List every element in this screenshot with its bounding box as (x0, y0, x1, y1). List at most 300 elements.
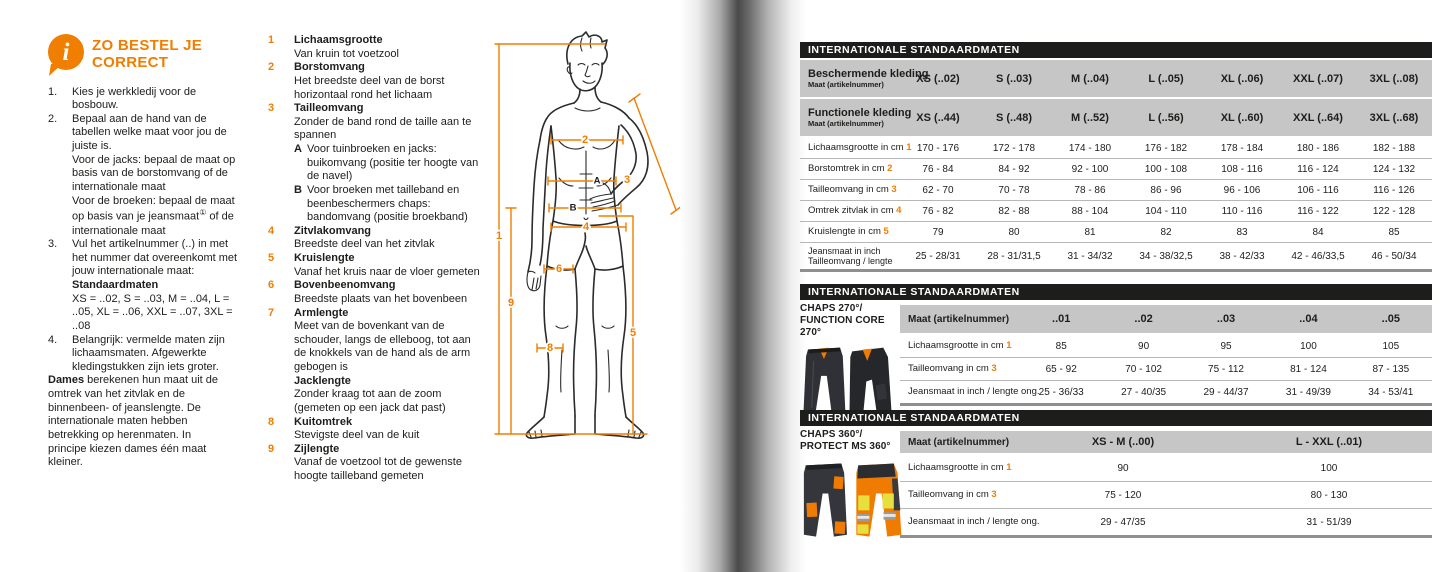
man-knees-shins (556, 326, 614, 392)
measure-number-ref: 3 (988, 488, 997, 500)
header-main-label: Maat (artikelnummer) (908, 436, 1010, 448)
size-column-header: XS (..02) (916, 72, 960, 85)
row-label (900, 490, 1020, 501)
size-column-header: XL (..60) (1220, 111, 1264, 124)
row-label-text (808, 141, 912, 154)
measure-title: Bovenbeenomvang (294, 279, 396, 292)
size-value: 76 - 82 (922, 205, 954, 217)
step-text-part: Voor de broeken: bepaal de maat op basis van je jeansmaat (72, 194, 235, 223)
yellow-knee-right (883, 493, 894, 508)
table-row (900, 481, 1432, 508)
measure-body (294, 34, 480, 61)
man-mouth (583, 81, 595, 83)
reflective-stripe-left (857, 516, 869, 519)
measure-desc: Zonder de band rond de taille aan te spannen (294, 115, 472, 142)
figure-label-5: 5 (629, 327, 637, 339)
size-value: 96 - 106 (1223, 184, 1261, 196)
figure-label-3: 3 (623, 174, 631, 186)
size-value: 31 - 51/39 (1306, 516, 1352, 528)
size-value: 182 - 188 (1372, 142, 1416, 154)
table-row (800, 179, 1432, 200)
measure-body (294, 443, 480, 484)
row-label-text (808, 185, 900, 196)
measure-desc: Breedste deel van het zitvlak (294, 238, 435, 251)
row-label-main: Jeansmaat in inch / lengte ong. (908, 385, 1040, 397)
step-text (72, 238, 244, 333)
size-column-header: ..05 (1381, 313, 1400, 325)
line-3-waist-a (548, 177, 616, 185)
size-value: 70 - 102 (1125, 363, 1162, 375)
size-column-header: XXL (..64) (1293, 111, 1343, 124)
size-value: 25 - 36/33 (1038, 386, 1084, 398)
table-body (900, 455, 1432, 538)
size-value: 85 (1055, 340, 1067, 352)
size-value: 25 - 28/31 (915, 250, 961, 262)
size-value: 88 - 104 (1071, 205, 1109, 217)
measure-body (294, 225, 480, 252)
size-value: 83 (1236, 226, 1248, 238)
man-face (570, 63, 602, 91)
size-column-header: S (..03) (995, 72, 1033, 85)
figure-label-a: A (593, 175, 601, 187)
chaps-360-image (800, 456, 908, 545)
sub-letter-b: B (294, 183, 302, 196)
ladies-note (48, 374, 232, 469)
size-value: 106 - 116 (1297, 184, 1339, 196)
step-paragraph: Bepaal aan de hand van de tabellen welke maat voor jou de juiste is. (72, 112, 227, 153)
orange-hip-patch (833, 476, 843, 489)
size-column-header: M (..04) (1071, 72, 1109, 85)
size-value: 85 (1388, 226, 1400, 238)
info-icon-glyph: i (62, 39, 70, 66)
measure-body (294, 102, 480, 225)
line-5-inseam (599, 216, 633, 434)
step-text (72, 113, 244, 238)
row-label-text (808, 246, 900, 256)
measure-item-6 (268, 279, 480, 306)
size-value: 124 - 132 (1372, 163, 1416, 175)
row-label-text (908, 385, 1040, 398)
size-value: 82 (1160, 226, 1172, 238)
table-header-label (800, 107, 912, 128)
measurement-figure (483, 28, 698, 473)
man-feet (526, 416, 643, 438)
measure-body (294, 307, 480, 416)
step-paragraph: Vul het artikelnummer (..) in met het nummer dat overeenkomt met jouw internationale maat: (72, 238, 238, 278)
size-value: 29 - 47/35 (1100, 516, 1146, 528)
table-header-row (900, 431, 1432, 453)
row-label (800, 185, 900, 196)
size-value: 76 - 84 (922, 163, 954, 175)
row-label (800, 246, 900, 267)
table-row (900, 508, 1432, 535)
size-value: 29 - 44/37 (1203, 386, 1249, 398)
ladies-note-text: berekenen hun maat uit de omtrek van het zitvlak en de binnenbeen- of jeanslengte. De internationale maten hebben betrekking op herenmaten. In principe kiezen dames één maat kleiner. (48, 374, 219, 469)
row-label-text (808, 206, 900, 217)
chaps-knee-panel (876, 383, 887, 400)
size-value: 79 (932, 226, 944, 238)
size-value: 27 - 40/35 (1121, 386, 1167, 398)
size-value: 70 - 78 (998, 184, 1030, 196)
table-row (900, 357, 1432, 380)
step-text (72, 334, 244, 375)
table-header-label (900, 437, 1020, 448)
measurement-definitions (268, 34, 480, 484)
size-value: 80 - 130 (1310, 489, 1348, 501)
page-title-line2: CORRECT (92, 53, 169, 71)
size-value: 81 - 124 (1290, 363, 1327, 375)
size-column-header: S (..48) (995, 111, 1033, 124)
product-column (800, 300, 900, 422)
measure-desc: Het breedste deel van de borst horizontaal rond het lichaam (294, 74, 445, 101)
sizes-mapping: XS = ..02, S = ..03, M = ..04, L = ..05, XL = ..06, XXL = ..07, 3XL = ..08 (72, 292, 233, 332)
row-label-text (808, 164, 900, 175)
measure-number-ref: 3 (988, 362, 997, 374)
table-content (800, 426, 1432, 545)
row-label-main: Borstomtrek in cm (808, 162, 885, 174)
measure-item-3 (268, 102, 480, 225)
orange-ankle-patch (834, 521, 845, 534)
hivis-dark-top (857, 463, 895, 478)
measure-item-1 (268, 34, 480, 61)
ladies-note-lead: Dames (48, 374, 85, 387)
row-label-text2: Tailleomvang / lengte (808, 256, 893, 266)
size-column-header: XXL (..07) (1293, 72, 1343, 85)
measure-number: 9 (268, 442, 275, 455)
product-name-line1: CHAPS 360°/ (800, 429, 863, 440)
table-grid (900, 426, 1432, 545)
measure-item-7 (268, 307, 480, 416)
row-label (800, 164, 900, 175)
size-value: 100 (1320, 462, 1338, 474)
page-title (92, 34, 202, 72)
measure-number-ref: 1 (903, 141, 912, 153)
table-body (800, 138, 1432, 272)
size-column-header: XL (..06) (1220, 72, 1264, 85)
table-row (800, 138, 1432, 158)
table-row (800, 158, 1432, 179)
size-value: 176 - 182 (1144, 142, 1188, 154)
measure-item-5 (268, 252, 480, 279)
man-eyes (578, 64, 599, 66)
measure-number-ref: 1 (1003, 461, 1012, 473)
sub-letter-a: A (294, 143, 302, 155)
measure-title: Zijlengte (294, 442, 340, 455)
size-value: 31 - 34/32 (1067, 250, 1113, 262)
measure-title: Tailleomvang (294, 102, 364, 115)
size-value: 28 - 31/31,5 (987, 250, 1041, 262)
size-table-standard (800, 42, 1432, 272)
man-left-arm (528, 126, 551, 272)
footnote-marker: ① (199, 208, 207, 218)
size-value: 78 - 86 (1074, 184, 1106, 196)
row-label (900, 341, 1020, 352)
yellow-knee-left (858, 495, 869, 510)
figure-label-9: 9 (507, 297, 515, 309)
sizes-heading: Standaardmaten (72, 279, 159, 291)
table-row (900, 380, 1432, 403)
man-neck (574, 87, 601, 103)
size-column-header: M (..52) (1071, 111, 1109, 124)
step-number: 4. (48, 333, 58, 346)
chaps-silhouette-front (803, 348, 845, 420)
measure-number: 7 (268, 306, 275, 319)
size-column-header: 3XL (..68) (1369, 111, 1419, 124)
figure-label-8: 8 (546, 342, 554, 354)
size-column-header: ..02 (1134, 313, 1153, 325)
product-name (800, 429, 900, 453)
step-paragraph: Kies je werkkledij voor de bosbouw. (72, 85, 197, 112)
table-header-rows (900, 431, 1432, 453)
man-left-hand (527, 271, 541, 290)
man-figure-svg (483, 28, 698, 473)
measure-number: 2 (268, 61, 275, 74)
page-title-line1: ZO BESTEL JE (92, 37, 203, 54)
size-value: 116 - 124 (1297, 163, 1339, 175)
measure-desc: Vanaf de voetzool tot de gewenste hoogte tailleband gemeten (294, 456, 462, 482)
step-text-part: of de internationale maat (72, 210, 234, 237)
measure-number: 4 (268, 224, 275, 237)
row-label-text (908, 515, 1040, 528)
step-1 (48, 86, 244, 113)
size-column-header: L - XXL (..01) (1295, 436, 1363, 448)
measure-number-ref: 2 (884, 162, 893, 174)
table-title-bar: INTERNATIONALE STANDAARDMATEN (800, 42, 1432, 58)
product-column (800, 426, 900, 545)
reflective-stripe-right (884, 514, 896, 517)
row-label-main: Kruislengte in cm (808, 225, 881, 237)
size-value: 75 - 112 (1208, 363, 1244, 375)
size-value: 90 (1138, 340, 1150, 352)
size-table-chaps-270 (800, 284, 1432, 422)
measure-number: 8 (268, 415, 275, 428)
header-main-label: Maat (artikelnummer) (908, 313, 1010, 325)
header-main-label: Functionele kleding (808, 107, 912, 119)
table-header-row (800, 99, 1432, 136)
table-grid (900, 300, 1432, 422)
man-legs (544, 266, 626, 417)
size-value: 46 - 50/34 (1371, 250, 1417, 262)
table-title-bar: INTERNATIONALE STANDAARDMATEN (800, 410, 1432, 426)
step-3 (48, 238, 244, 333)
product-name-line2: FUNCTION CORE 270° (800, 315, 885, 338)
size-column-header: ..01 (1052, 313, 1071, 325)
measure-title: Zitvlakomvang (294, 224, 372, 237)
measure-title: Kruislengte (294, 252, 355, 264)
measure-desc-2: Zonder kraag tot aan de zoom (gemeten op een jack dat past) (294, 388, 446, 414)
table-row (900, 455, 1432, 481)
measure-title: Borstomvang (294, 61, 365, 74)
size-value: 62 - 70 (922, 184, 954, 196)
row-label-text (908, 463, 1020, 474)
orange-knee-patch (806, 503, 817, 518)
measure-body (294, 61, 480, 102)
table-header-label (800, 68, 929, 89)
size-value: 34 - 53/41 (1368, 386, 1414, 398)
row-label-text (908, 490, 1020, 501)
header-sub-label: Maat (artikelnummer) (808, 119, 884, 128)
row-label-main: Tailleomvang in cm (808, 183, 889, 195)
size-value: 42 - 46/33,5 (1291, 250, 1345, 262)
measure-desc: Stevigste deel van de kuit (294, 429, 420, 442)
measure-body (294, 416, 480, 443)
measure-number-ref: 3 (888, 183, 897, 195)
size-value: 100 - 108 (1144, 163, 1188, 175)
size-value: 31 - 49/39 (1285, 386, 1331, 398)
figure-label-1: 1 (495, 230, 503, 242)
figure-label-b: B (569, 202, 577, 214)
yellow-ankle-left (857, 524, 868, 533)
row-label-main: Lichaamsgrootte in cm (908, 461, 1004, 473)
measure-item-4 (268, 225, 480, 252)
row-label-main: Lichaamsgrootte in cm (808, 141, 904, 153)
measure-body (294, 252, 480, 279)
measurement-lines (495, 44, 682, 434)
ordering-instructions (48, 34, 244, 470)
table-header-rows (800, 60, 1432, 136)
measure-number: 6 (268, 279, 275, 292)
measure-item-8 (268, 416, 480, 443)
size-value: 95 (1220, 340, 1232, 352)
size-value: 92 - 100 (1071, 163, 1109, 175)
size-value: 174 - 180 (1068, 142, 1112, 154)
step-number: 1. (48, 85, 58, 98)
size-column-header: XS (..44) (916, 111, 960, 124)
row-label-main: Omtrek zitvlak in cm (808, 204, 894, 216)
size-value: 172 - 178 (992, 142, 1036, 154)
table-header-rows (900, 305, 1432, 333)
measure-title: Kuitomtrek (294, 415, 353, 428)
measure-title: Lichaamsgrootte (294, 34, 383, 46)
row-label-main: Tailleomvang in cm (908, 488, 989, 500)
figure-label-2: 2 (581, 134, 589, 146)
row-label (800, 227, 900, 238)
line-b-waistband (549, 204, 621, 212)
step-number: 3. (48, 238, 58, 251)
row-label (900, 463, 1020, 474)
step-text (72, 86, 244, 113)
size-value: 90 (1117, 462, 1129, 474)
row-label (900, 515, 1040, 528)
measure-number: 1 (268, 34, 275, 46)
table-row (800, 200, 1432, 221)
step-number: 2. (48, 112, 58, 125)
row-label (800, 141, 912, 154)
size-column-header: L (..56) (1148, 111, 1184, 124)
sub-text-a: Voor tuinbroeken en jacks: buikomvang (positie ter hoogte van de navel) (307, 143, 479, 183)
step-paragraph: Belangrijk: vermelde maten zijn lichaamsmaten. Afgewerkte kledingstukken zijn iets groter. (72, 333, 225, 373)
size-value: 116 - 122 (1297, 205, 1339, 217)
line-7-arm-length (629, 94, 682, 214)
table-header-row (800, 60, 1432, 97)
section-header (48, 34, 244, 72)
row-label-text (808, 227, 900, 238)
size-value: 110 - 116 (1221, 205, 1263, 217)
product-name-line1: CHAPS 270°/ (800, 303, 863, 314)
size-value: 86 - 96 (1150, 184, 1182, 196)
table-header-label (900, 314, 1020, 325)
info-icon (48, 34, 84, 70)
figure-labels (496, 134, 687, 354)
table-row (800, 242, 1432, 269)
row-label (900, 385, 1040, 398)
figure-label-4: 4 (582, 221, 590, 233)
row-label (900, 364, 1020, 375)
book-spine-shadow (680, 0, 806, 572)
row-label-main: Lichaamsgrootte in cm (908, 339, 1004, 351)
size-value: 34 - 38/32,5 (1139, 250, 1193, 262)
measure-number: 5 (268, 252, 275, 264)
size-value: 87 - 135 (1372, 363, 1410, 375)
size-column-header: ..04 (1299, 313, 1318, 325)
measure-title-2: Jacklengte (294, 374, 351, 387)
table-content (800, 300, 1432, 422)
size-value: 105 (1382, 340, 1400, 352)
product-name (800, 303, 900, 339)
table-row (800, 221, 1432, 242)
row-label-main: Jeansmaat in inch (808, 245, 881, 256)
size-value: 104 - 110 (1145, 205, 1187, 217)
table-title-bar: INTERNATIONALE STANDAARDMATEN (800, 284, 1432, 300)
step-paragraph: Voor de jacks: bepaal de maat op basis van de borstomvang of de internationale maat (72, 153, 236, 193)
step-4 (48, 334, 244, 375)
measure-number: 3 (268, 102, 275, 115)
product-name-line2: PROTECT MS 360° (800, 441, 891, 452)
man-collar (575, 108, 600, 111)
size-value: 80 (1008, 226, 1020, 238)
row-label (800, 206, 900, 217)
header-sub-label: Maat (artikelnummer) (808, 80, 884, 89)
man-line-art (526, 32, 648, 438)
header-main-label: Beschermende kleding (808, 68, 929, 80)
size-value: 178 - 184 (1220, 142, 1264, 154)
row-label-text (908, 341, 1020, 352)
measure-number-ref: 4 (893, 204, 902, 216)
size-column-header: 3XL (..08) (1369, 72, 1419, 85)
size-value: 65 - 92 (1045, 363, 1077, 375)
line-9-side-length (506, 208, 516, 434)
measure-desc: Vanaf het kruis naar de vloer gemeten (294, 265, 480, 278)
size-column-header: L (..05) (1148, 72, 1184, 85)
table-body (900, 335, 1432, 406)
size-value: 81 (1084, 226, 1096, 238)
man-right-arm (611, 118, 648, 205)
size-value: 75 - 120 (1104, 489, 1142, 501)
size-value: 82 - 88 (998, 205, 1030, 217)
measure-body (294, 279, 480, 306)
table-row (900, 335, 1432, 357)
measure-desc: Breedste plaats van het bovenbeen (294, 292, 468, 305)
measure-sub-a (294, 143, 480, 184)
measure-desc: Van kruin tot voetzool (294, 47, 399, 60)
size-value: 122 - 128 (1372, 205, 1416, 217)
size-value: 38 - 42/33 (1219, 250, 1265, 262)
size-column-header: ..03 (1216, 313, 1236, 325)
size-value: 84 (1312, 226, 1324, 238)
measure-desc: Meet van de bovenkant van de schouder, langs de elleboog, tot aan de knokkels van de hand als de arm gebogen is (294, 320, 471, 373)
size-column-header: XS - M (..00) (1091, 436, 1155, 448)
row-label-text (908, 364, 1020, 375)
measure-sub-b (294, 184, 480, 225)
size-value: 170 - 176 (916, 142, 960, 154)
sub-text-b: Voor broeken met tailleband en beenbeschermers chaps: bandomvang (positie broekband) (307, 183, 468, 224)
size-table-chaps-360 (800, 410, 1432, 545)
table-header-row (900, 305, 1432, 333)
row-label-main: Jeansmaat in inch / lengte ong. (908, 515, 1040, 527)
step-2 (48, 113, 244, 238)
measure-item-9 (268, 443, 480, 484)
size-value: 100 (1300, 340, 1317, 352)
